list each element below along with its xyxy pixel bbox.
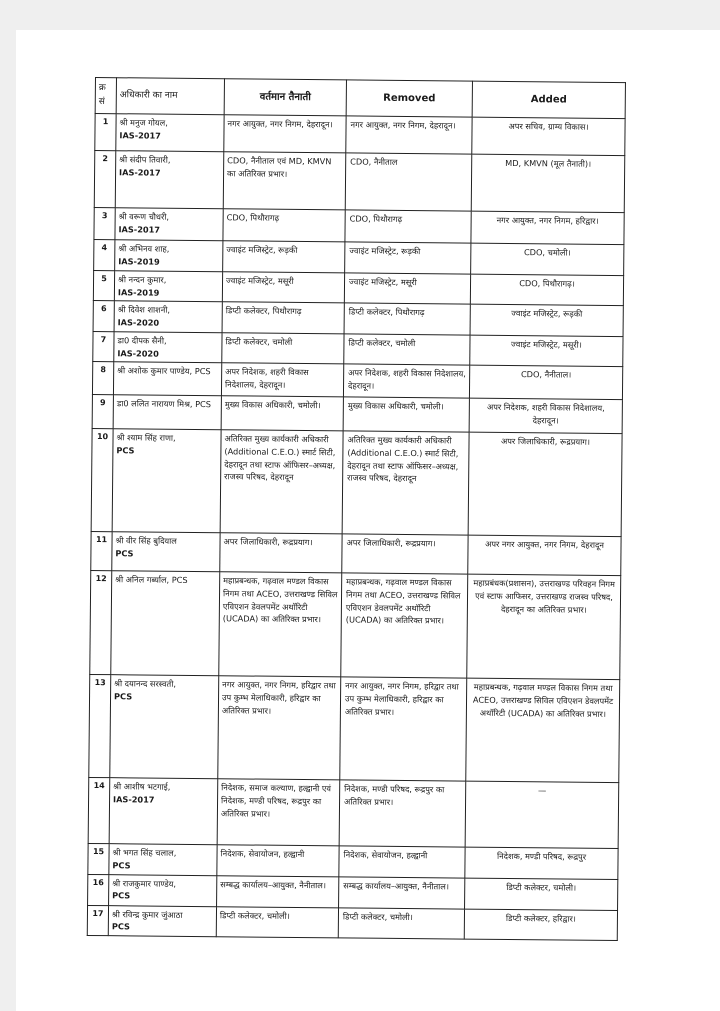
current-posting-cell [217,779,340,846]
current-posting: निदेशक, समाज कल्याण, हल्द्वानी एवं निदेशक, मण्डी परिषद, रूद्रपुर का अतिरिक्त प्रभार। [220,782,332,819]
table-row [88,844,618,879]
current-posting-cell [220,533,342,573]
serial-number-cell [89,675,111,778]
serial-number-cell [87,905,108,936]
added-cell [470,305,623,337]
officer-name-cell [113,362,221,396]
officer-name: श्री संदीप तिवारी, [119,154,171,165]
current-posting: अतिरिक्त मुख्य कार्यकारी अधिकारी (Additional C.E.O.) स्मार्ट सिटी, देहरादून तथा स्टाफ ऑफिसर–अध्यक्ष, राजस्व परिषद, देहरादून [224,433,336,483]
officer-service: PCS [116,445,135,456]
current-posting: महाप्रबन्धक, गढ़वाल मण्डल विकास निगम तथा ACEO, उत्तराखण्ड सिविल एविएशन डेवलपमेंट अथॉरिटी (UCADA) का अतिरिक्त प्रभार। [222,575,338,625]
added-cell [468,432,622,536]
removed-cell [346,116,472,154]
current-posting: CDO, नैनीताल एवं MD, KMVN का अतिरिक्त प्रभार। [227,155,332,179]
added-cell [466,678,620,782]
serial-number-cell [88,778,110,844]
officer-name-cell [115,240,223,272]
added-posting: CDO, चमोली। [523,247,571,258]
table-row [93,331,623,366]
table-row [91,532,621,576]
added-posting: MD, KMVN (मूल तैनाती)। [505,157,592,169]
added-posting: अपर सचिव, ग्राम्य विकास। [508,120,589,132]
table-row [92,362,622,400]
officer-name: डा0 ललित नारायण मिश्र, PCS [116,398,212,410]
removed-cell [345,242,471,274]
removed-cell [341,573,468,678]
current-posting: अपर जिलाधिकारी, रूद्रप्रयाग। [223,536,313,548]
current-posting-cell [217,875,339,907]
removed-posting: डिप्टी कलेक्टर, पिथौरागढ़ [348,306,425,318]
table-header-row [95,78,625,119]
serial-number: 1 [102,117,109,127]
officer-service: IAS-2020 [117,317,160,328]
added-posting: ज्वाइंट मजिस्ट्रेट, मसूरी। [510,338,582,350]
removed-posting: सम्बद्ध कार्यालय–आयुक्त, नैनीताल। [343,880,450,892]
current-posting: डिप्टी कलेक्टर, चमोली [225,336,293,347]
serial-number: 12 [95,574,107,584]
officer-name-cell [109,778,218,845]
officer-name-cell [115,208,223,241]
officer-service: PCS [114,691,133,702]
officer-name: श्री दिवेश शाशनी, [117,304,171,316]
officer-name-cell [109,874,217,906]
table-row [89,675,620,783]
current-posting: नगर आयुक्त, नगर निगम, देहरादून। [227,118,333,130]
officer-service: IAS-2019 [117,286,160,298]
serial-number: 3 [101,211,108,221]
removed-posting: निदेशक, सेवायोजन, हल्द्वानी [343,849,428,861]
removed-posting: नगर आयुक्त, नगर निगम, देहरादून। [350,119,456,131]
current-posting: CDO, पिथौरागढ़ [226,212,280,223]
removed-posting: ज्वाइंट मजिस्ट्रेट, मसूरी [349,276,417,288]
removed-cell [339,877,465,909]
officer-name-cell [116,114,224,152]
officer-name-cell [110,675,219,779]
serial-number: 15 [92,847,105,857]
serial-number: 16 [92,877,104,887]
current-posting: ज्वाइंट मजिस्ट्रेट, मसूरी [226,275,294,286]
table-row [94,151,625,213]
current-posting-cell [221,363,343,397]
serial-number: 13 [94,678,106,688]
current-posting: नगर आयुक्त, नगर निगम, हरिद्वार तथा उप कुम्भ मेलाधिकारी, हरिद्वार का अतिरिक्त प्रभार। [221,679,336,716]
added-cell [465,878,618,910]
officer-name: श्री आशीष भटगाई, [113,781,171,792]
added-posting: CDO, पिथौरागढ़। [519,278,575,289]
serial-number-cell [90,571,112,675]
current-posting: निदेशक, सेवायोजन, हल्द्वानी [220,848,305,860]
officer-name: श्री रविन्द्र कुमार जुंआठा [111,908,183,920]
table-row [87,905,617,940]
removed-posting: CDO, पिथौरागढ़ [349,213,403,224]
added-cell [470,274,623,306]
officer-name-cell [112,429,221,533]
header-removed: Removed [346,80,472,117]
current-posting-cell [218,676,341,780]
current-posting: ज्वाइंट मजिस्ट्रेट, रूड़की [226,244,298,255]
added-posting: अपर जिलाधिकारी, रूद्रप्रयाग। [501,436,591,447]
current-posting: मुख्य विकास अधिकारी, चमोली। [224,399,321,411]
removed-posting: निदेशक, मण्डी परिषद, रूद्रपुर का अतिरिक्त प्रभार। [344,783,445,807]
officer-name-cell [114,332,222,363]
removed-cell [342,534,468,574]
added-cell [469,365,622,399]
removed-cell [342,431,469,535]
added-cell [465,781,619,848]
added-cell [471,154,625,212]
added-cell [470,335,623,367]
officer-name-cell [113,395,221,430]
removed-cell [345,153,472,211]
officer-name-cell [112,532,220,572]
serial-number: 5 [101,274,107,284]
added-cell [471,211,624,244]
removed-posting: CDO, नैनीताल [350,156,398,167]
officer-service: PCS [115,548,134,559]
table-row [95,114,625,156]
current-posting-cell [222,302,344,334]
serial-number: 11 [95,535,108,545]
current-posting-cell [216,906,338,938]
table-row [93,270,623,305]
current-posting-cell [220,430,343,534]
serial-number-cell [91,429,113,532]
serial-number: 17 [92,908,104,918]
officer-name: श्री मनुज गोयल, [119,117,168,128]
added-cell [465,847,618,879]
table-row [94,239,624,275]
table-row [90,571,621,680]
serial-number-cell [94,151,116,208]
current-posting-cell [222,333,344,365]
officer-name: श्री श्याम सिंह राणा, [116,432,176,444]
added-cell [468,535,621,575]
added-posting: डिप्टी कलेक्टर, हरिद्वार। [505,912,576,924]
transfer-table [87,77,626,941]
serial-number-cell [95,114,116,151]
officer-service: IAS-2019 [118,255,160,267]
added-posting: ज्वाइंट मजिस्ट्रेट, रूड़की [511,308,583,320]
serial-number: 4 [101,243,108,253]
serial-number-cell [93,331,114,362]
added-posting: महाप्रबंधक(प्रशासन), उत्तराखण्ड परिवहन निगम एवं स्टाफ आफिसर, उत्तराखण्ड राजस्व परिषद, देहरादून का अतिरिक्त प्रभार। [473,577,615,615]
removed-cell [339,780,466,847]
added-posting: अपर निदेशक, शहरी विकास निदेशालय, देहरादून। [486,401,605,426]
officer-name-cell [114,301,222,332]
removed-posting: अपर निदेशक, शहरी विकास निदेशालय, देहरादून। [348,367,466,391]
added-posting: — [538,785,547,796]
current-posting-cell [222,272,344,304]
header-added: Added [472,81,625,118]
officer-service: IAS-2017 [119,129,161,141]
officer-service: PCS [111,921,130,932]
officer-name: श्री अभिनव शाह, [118,243,170,254]
removed-cell [344,273,470,305]
officer-name-cell [115,151,224,209]
current-posting-cell [219,572,342,677]
removed-cell [338,908,464,940]
serial-number: 9 [100,398,106,408]
added-cell [464,909,617,941]
table-row [91,429,622,537]
table-row [94,207,624,244]
added-posting: निदेशक, मण्डी परिषद, रूद्रपुर [496,851,587,862]
current-posting-cell [217,845,339,877]
removed-cell [343,397,469,432]
officer-name: श्री नन्दन कुमार, [118,274,167,285]
removed-cell [343,364,469,398]
removed-cell [344,334,470,366]
removed-posting: डिप्टी कलेक्टर, चमोली [348,337,416,348]
removed-posting: मुख्य विकास अधिकारी, चमोली। [347,400,444,412]
officer-name: श्री वरूण चौधरी, [118,211,170,222]
header-current-posting: वर्तमान तैनाती [224,79,346,116]
officer-name-cell [108,905,216,936]
added-cell [471,243,624,275]
removed-cell [339,846,465,878]
serial-number-cell [92,362,113,395]
removed-posting: डिप्टी कलेक्टर, चमोली। [342,911,413,922]
officer-name: श्री वीर सिंह बुदियाल [115,535,177,547]
current-posting-cell [223,241,345,273]
added-posting: महाप्रबन्धक, गढ़वाल मण्डल विकास निगम तथा ACEO, उत्तराखण्ड सिविल एविएशन डेवलपमेंट अथॉरिटी (UCADA) का अतिरिक्त प्रभार। [472,681,614,719]
removed-cell [345,210,471,243]
serial-number-cell [93,301,114,332]
serial-number-cell [94,239,115,270]
removed-cell [344,303,470,335]
added-posting: डिप्टी कलेक्टर, चमोली। [506,881,577,893]
table-row [93,301,623,336]
officer-service: IAS-2020 [117,347,159,359]
current-posting: सम्बद्ध कार्यालय–आयुक्त, नैनीताल। [220,878,327,890]
serial-number-cell [94,207,115,239]
added-cell [472,117,625,155]
serial-number-cell [93,270,114,301]
removed-cell [340,677,467,781]
removed-posting: महाप्रबन्धक, गढ़वाल मण्डल विकास निगम तथा ACEO, उत्तराखण्ड सिविल एविएशन डेवलपमेंट अथॉरिटी (UCADA) का अतिरिक्त प्रभार। [345,576,461,626]
officer-name: श्री अनिल गर्ब्याल, PCS [115,574,188,586]
current-posting-cell [223,152,346,210]
header-officer-name: अधिकारी का नाम [116,78,224,115]
officer-service: IAS-2017 [118,223,161,235]
officer-name-cell [114,271,222,302]
officer-service: PCS [112,860,131,871]
serial-number-cell [88,874,109,905]
officer-name-cell [111,571,220,676]
added-posting: नगर आयुक्त, नगर निगम, हरिद्वार। [496,214,599,226]
serial-number-cell [91,532,112,571]
officer-name: श्री अशोक कुमार पाण्डेय, PCS [117,365,211,377]
current-posting: डिप्टी कलेक्टर, चमोली। [219,909,290,921]
table-row [92,395,622,434]
removed-posting: अतिरिक्त मुख्य कार्यकारी अधिकारी (Additional C.E.O.) स्मार्ट सिटी, देहरादून तथा स्टाफ ऑफिसर–अध्यक्ष, राजस्व परिषद, देहरादून [347,434,459,484]
officer-name: श्री भगत सिंह चलाल, [112,847,177,859]
serial-number: 14 [93,781,105,791]
removed-posting: नगर आयुक्त, नगर निगम, हरिद्वार तथा उप कुम्भ मेलाधिकारी, हरिद्वार का अतिरिक्त प्रभार। [344,680,459,717]
serial-number-cell [88,844,109,875]
officer-name: श्री दयानन्द सरस्वती, [114,678,177,690]
added-cell [467,574,621,679]
serial-number: 8 [100,365,107,375]
current-posting: डिप्टी कलेक्टर, पिथौरागढ़ [225,305,302,317]
current-posting-cell [221,396,343,431]
table-row [88,778,619,849]
serial-number: 7 [100,334,107,344]
officer-service: PCS [112,890,131,901]
added-posting: CDO, नैनीताल। [520,369,572,380]
removed-posting: अपर जिलाधिकारी, रूद्रप्रयाग। [346,537,436,549]
added-cell [469,398,622,433]
table-row [88,874,618,910]
current-posting-cell [223,209,345,242]
officer-name: श्री राजकुमार पाण्डेय, [112,877,177,889]
added-posting: अपर नगर आयुक्त, नगर निगम, देहरादून [485,538,605,551]
serial-number-cell [92,395,113,429]
serial-number: 10 [96,432,109,442]
serial-number: 2 [102,154,109,164]
current-posting: अपर निदेशक, शहरी विकास निदेशालय, देहरादून। [225,366,309,390]
officer-name-cell [109,844,217,875]
officer-service: IAS-2017 [119,166,161,178]
removed-posting: ज्वाइंट मजिस्ट्रेट, रूड़की [349,245,421,257]
current-posting-cell [224,115,346,153]
officer-name: डा0 दीपक सैनी, [117,335,167,346]
header-serial-number: क्र सं [95,78,116,114]
serial-number: 6 [100,304,107,314]
officer-service: IAS-2017 [113,794,155,805]
